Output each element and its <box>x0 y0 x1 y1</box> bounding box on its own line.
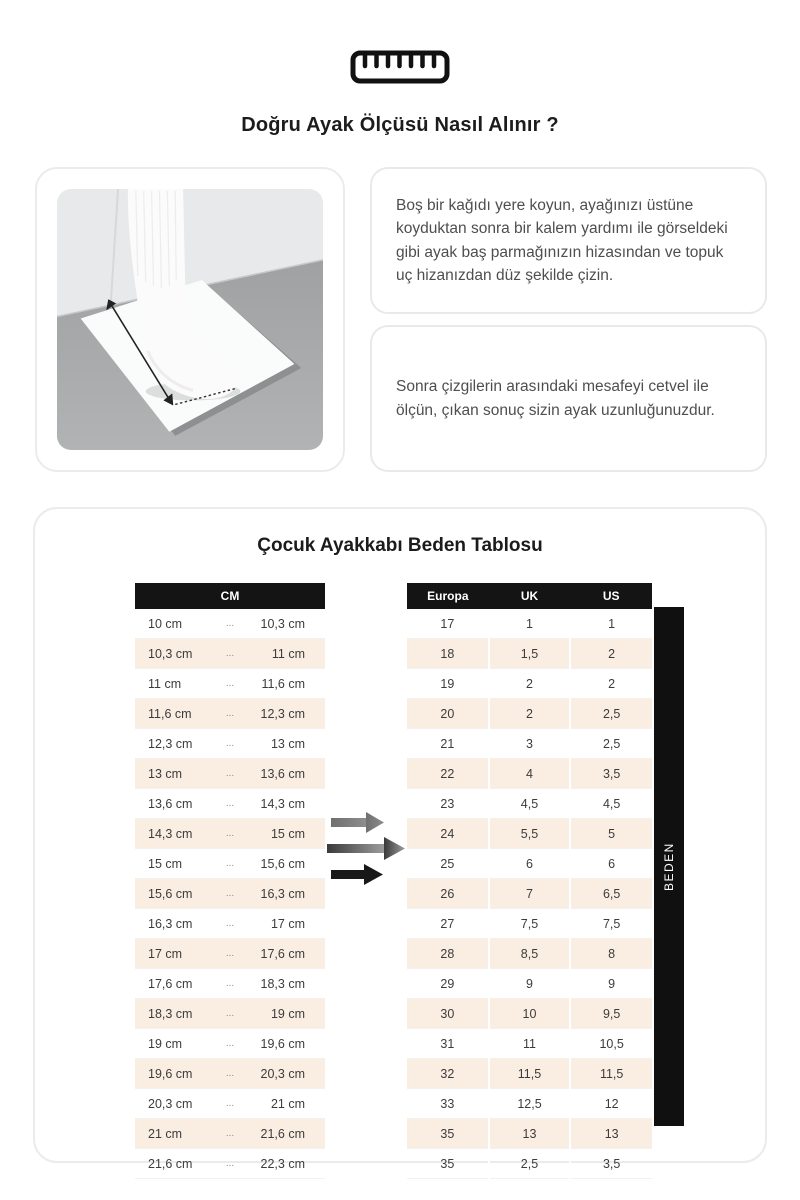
size-table-row <box>407 699 652 729</box>
size-table-body <box>407 609 652 1179</box>
cm-table-row <box>135 1089 325 1119</box>
cm-table <box>135 583 325 1179</box>
cm-table-row <box>135 909 325 939</box>
cm-table-row <box>135 729 325 759</box>
size-table-row <box>407 1059 652 1089</box>
size-table-row <box>407 669 652 699</box>
instruction-step-2 <box>370 325 767 472</box>
range-dots: ... <box>219 819 242 849</box>
range-dots: ... <box>219 699 242 729</box>
size-table-row <box>407 879 652 909</box>
size-table-row <box>407 939 652 969</box>
cm-to-value: 21 cm <box>241 1089 325 1119</box>
cm-table-row <box>135 1149 325 1179</box>
beden-label-bar: BEDEN <box>654 607 684 1126</box>
europa-size-value: 26 <box>407 879 489 909</box>
cm-from-value: 19 cm <box>135 1029 219 1059</box>
europa-size-value: 20 <box>407 699 489 729</box>
cm-from-value: 15 cm <box>135 849 219 879</box>
range-dots: ... <box>219 909 242 939</box>
europa-size-value: 17 <box>407 609 489 639</box>
range-dots: ... <box>219 1149 242 1179</box>
cm-table-row <box>135 1119 325 1149</box>
size-table-row <box>407 1029 652 1059</box>
uk-size-value: 9 <box>489 969 571 999</box>
uk-size-value: 2 <box>489 669 571 699</box>
uk-header: UK <box>489 583 571 609</box>
range-dots: ... <box>219 999 242 1029</box>
instruction-step-1 <box>370 167 767 314</box>
cm-table-row <box>135 699 325 729</box>
size-table-row <box>407 759 652 789</box>
cm-from-value: 14,3 cm <box>135 819 219 849</box>
cm-table-row <box>135 789 325 819</box>
europa-size-value: 31 <box>407 1029 489 1059</box>
uk-size-value: 11,5 <box>489 1059 571 1089</box>
cm-header: CM <box>135 583 325 609</box>
uk-size-value: 6 <box>489 849 571 879</box>
cm-to-value: 18,3 cm <box>241 969 325 999</box>
cm-to-value: 19,6 cm <box>241 1029 325 1059</box>
range-dots: ... <box>219 639 242 669</box>
us-size-value: 5 <box>570 819 652 849</box>
us-size-value: 1 <box>570 609 652 639</box>
size-table-row <box>407 909 652 939</box>
uk-size-value: 7,5 <box>489 909 571 939</box>
range-dots: ... <box>219 1089 242 1119</box>
uk-size-value: 4,5 <box>489 789 571 819</box>
us-header: US <box>570 583 652 609</box>
size-table-row <box>407 729 652 759</box>
size-table-row <box>407 639 652 669</box>
cm-from-value: 21 cm <box>135 1119 219 1149</box>
ruler-icon <box>0 0 800 84</box>
cm-table-row <box>135 819 325 849</box>
cm-from-value: 11,6 cm <box>135 699 219 729</box>
uk-size-value: 7 <box>489 879 571 909</box>
size-table-row <box>407 789 652 819</box>
uk-size-value: 2 <box>489 699 571 729</box>
europa-size-value: 18 <box>407 639 489 669</box>
us-size-value: 13 <box>570 1119 652 1149</box>
uk-size-value: 3 <box>489 729 571 759</box>
foot-measure-image-card <box>35 167 345 472</box>
us-size-value: 9,5 <box>570 999 652 1029</box>
cm-table-row <box>135 1029 325 1059</box>
triple-right-arrows-icon <box>325 803 407 888</box>
size-table-row <box>407 849 652 879</box>
europa-size-value: 23 <box>407 789 489 819</box>
range-dots: ... <box>219 1059 242 1089</box>
uk-size-value: 5,5 <box>489 819 571 849</box>
us-size-value: 2 <box>570 669 652 699</box>
range-dots: ... <box>219 729 242 759</box>
europa-size-value: 35 <box>407 1149 489 1179</box>
cm-table-row <box>135 759 325 789</box>
cm-to-value: 21,6 cm <box>241 1119 325 1149</box>
cm-from-value: 16,3 cm <box>135 909 219 939</box>
us-size-value: 8 <box>570 939 652 969</box>
range-dots: ... <box>219 609 242 639</box>
size-table-row <box>407 609 652 639</box>
us-size-value: 6 <box>570 849 652 879</box>
instruction-cards <box>370 167 767 472</box>
cm-to-value: 17 cm <box>241 909 325 939</box>
europa-size-value: 22 <box>407 759 489 789</box>
cm-from-value: 10 cm <box>135 609 219 639</box>
cm-to-value: 13,6 cm <box>241 759 325 789</box>
cm-table-row <box>135 1059 325 1089</box>
size-table-row <box>407 819 652 849</box>
measuring-guide-row <box>35 167 767 472</box>
us-size-value: 2 <box>570 639 652 669</box>
range-dots: ... <box>219 759 242 789</box>
instruction-step-1-text: Boş bir kağıdı yere koyun, ayağınızı üstüne koyduktan sonra bir kalem yardımı ile görseldeki gibi ayak baş parmağınızın hizasından ve topuk uç hizanızdan düz şekilde çizin. <box>396 197 728 284</box>
cm-to-value: 14,3 cm <box>241 789 325 819</box>
europa-header: Europa <box>407 583 489 609</box>
europa-size-value: 21 <box>407 729 489 759</box>
us-size-value: 7,5 <box>570 909 652 939</box>
size-table-row <box>407 1119 652 1149</box>
cm-table-row <box>135 849 325 879</box>
range-dots: ... <box>219 1029 242 1059</box>
europa-size-value: 33 <box>407 1089 489 1119</box>
range-dots: ... <box>219 849 242 879</box>
range-dots: ... <box>219 969 242 999</box>
us-size-value: 11,5 <box>570 1059 652 1089</box>
europa-size-value: 25 <box>407 849 489 879</box>
cm-to-value: 12,3 cm <box>241 699 325 729</box>
europa-size-value: 32 <box>407 1059 489 1089</box>
range-dots: ... <box>219 1119 242 1149</box>
size-table-row <box>407 1149 652 1179</box>
us-size-value: 4,5 <box>570 789 652 819</box>
europa-size-value: 24 <box>407 819 489 849</box>
us-size-value: 3,5 <box>570 1149 652 1179</box>
us-size-value: 12 <box>570 1089 652 1119</box>
us-size-value: 6,5 <box>570 879 652 909</box>
cm-to-value: 17,6 cm <box>241 939 325 969</box>
cm-to-value: 11 cm <box>241 639 325 669</box>
cm-to-value: 11,6 cm <box>241 669 325 699</box>
size-table-title: Çocuk Ayakkabı Beden Tablosu <box>257 535 543 556</box>
uk-size-value: 10 <box>489 999 571 1029</box>
uk-size-value: 11 <box>489 1029 571 1059</box>
europa-size-value: 29 <box>407 969 489 999</box>
cm-to-value: 16,3 cm <box>241 879 325 909</box>
europa-size-value: 30 <box>407 999 489 1029</box>
cm-table-row <box>135 639 325 669</box>
range-dots: ... <box>219 789 242 819</box>
cm-from-value: 13 cm <box>135 759 219 789</box>
size-table-row <box>407 1089 652 1119</box>
uk-size-value: 12,5 <box>489 1089 571 1119</box>
cm-table-row <box>135 669 325 699</box>
size-table-section <box>33 507 767 1171</box>
cm-from-value: 15,6 cm <box>135 879 219 909</box>
range-dots: ... <box>219 939 242 969</box>
cm-table-row <box>135 879 325 909</box>
cm-from-value: 19,6 cm <box>135 1059 219 1089</box>
europa-size-value: 28 <box>407 939 489 969</box>
cm-to-value: 15 cm <box>241 819 325 849</box>
cm-from-value: 17 cm <box>135 939 219 969</box>
foot-on-paper-measure-illustration <box>57 189 323 450</box>
arrows-svg <box>325 803 407 888</box>
us-size-value: 2,5 <box>570 729 652 759</box>
cm-from-value: 21,6 cm <box>135 1149 219 1179</box>
cm-table-header-row <box>135 583 325 609</box>
range-dots: ... <box>219 879 242 909</box>
cm-table-row <box>135 939 325 969</box>
cm-to-value: 10,3 cm <box>241 609 325 639</box>
cm-from-value: 10,3 cm <box>135 639 219 669</box>
cm-table-row <box>135 999 325 1029</box>
cm-from-value: 13,6 cm <box>135 789 219 819</box>
cm-from-value: 11 cm <box>135 669 219 699</box>
cm-table-body <box>135 609 325 1179</box>
us-size-value: 10,5 <box>570 1029 652 1059</box>
foot-photo-svg <box>57 189 323 450</box>
cm-to-value: 20,3 cm <box>241 1059 325 1089</box>
range-dots: ... <box>219 669 242 699</box>
uk-size-value: 1,5 <box>489 639 571 669</box>
europa-size-value: 19 <box>407 669 489 699</box>
page-title: Doğru Ayak Ölçüsü Nasıl Alınır ? <box>241 114 559 136</box>
ruler-icon-svg <box>350 50 450 84</box>
europa-size-value: 35 <box>407 1119 489 1149</box>
size-tables-row <box>35 583 765 1179</box>
cm-table-row <box>135 969 325 999</box>
shoe-size-table <box>407 583 652 1179</box>
cm-to-value: 13 cm <box>241 729 325 759</box>
us-size-value: 9 <box>570 969 652 999</box>
europa-size-value: 27 <box>407 909 489 939</box>
cm-from-value: 20,3 cm <box>135 1089 219 1119</box>
instruction-step-2-text: Sonra çizgilerin arasındaki mesafeyi cetvel ile ölçün, çıkan sonuç sizin ayak uzunluğunuzdur. <box>396 378 715 419</box>
uk-size-value: 2,5 <box>489 1149 571 1179</box>
uk-size-value: 8,5 <box>489 939 571 969</box>
uk-size-value: 1 <box>489 609 571 639</box>
size-table-header-row <box>407 583 652 609</box>
cm-to-value: 15,6 cm <box>241 849 325 879</box>
cm-from-value: 18,3 cm <box>135 999 219 1029</box>
cm-to-value: 19 cm <box>241 999 325 1029</box>
us-size-value: 2,5 <box>570 699 652 729</box>
size-table-row <box>407 969 652 999</box>
cm-from-value: 17,6 cm <box>135 969 219 999</box>
size-table-row <box>407 999 652 1029</box>
uk-size-value: 13 <box>489 1119 571 1149</box>
cm-to-value: 22,3 cm <box>241 1149 325 1179</box>
cm-table-row <box>135 609 325 639</box>
us-size-value: 3,5 <box>570 759 652 789</box>
cm-from-value: 12,3 cm <box>135 729 219 759</box>
uk-size-value: 4 <box>489 759 571 789</box>
